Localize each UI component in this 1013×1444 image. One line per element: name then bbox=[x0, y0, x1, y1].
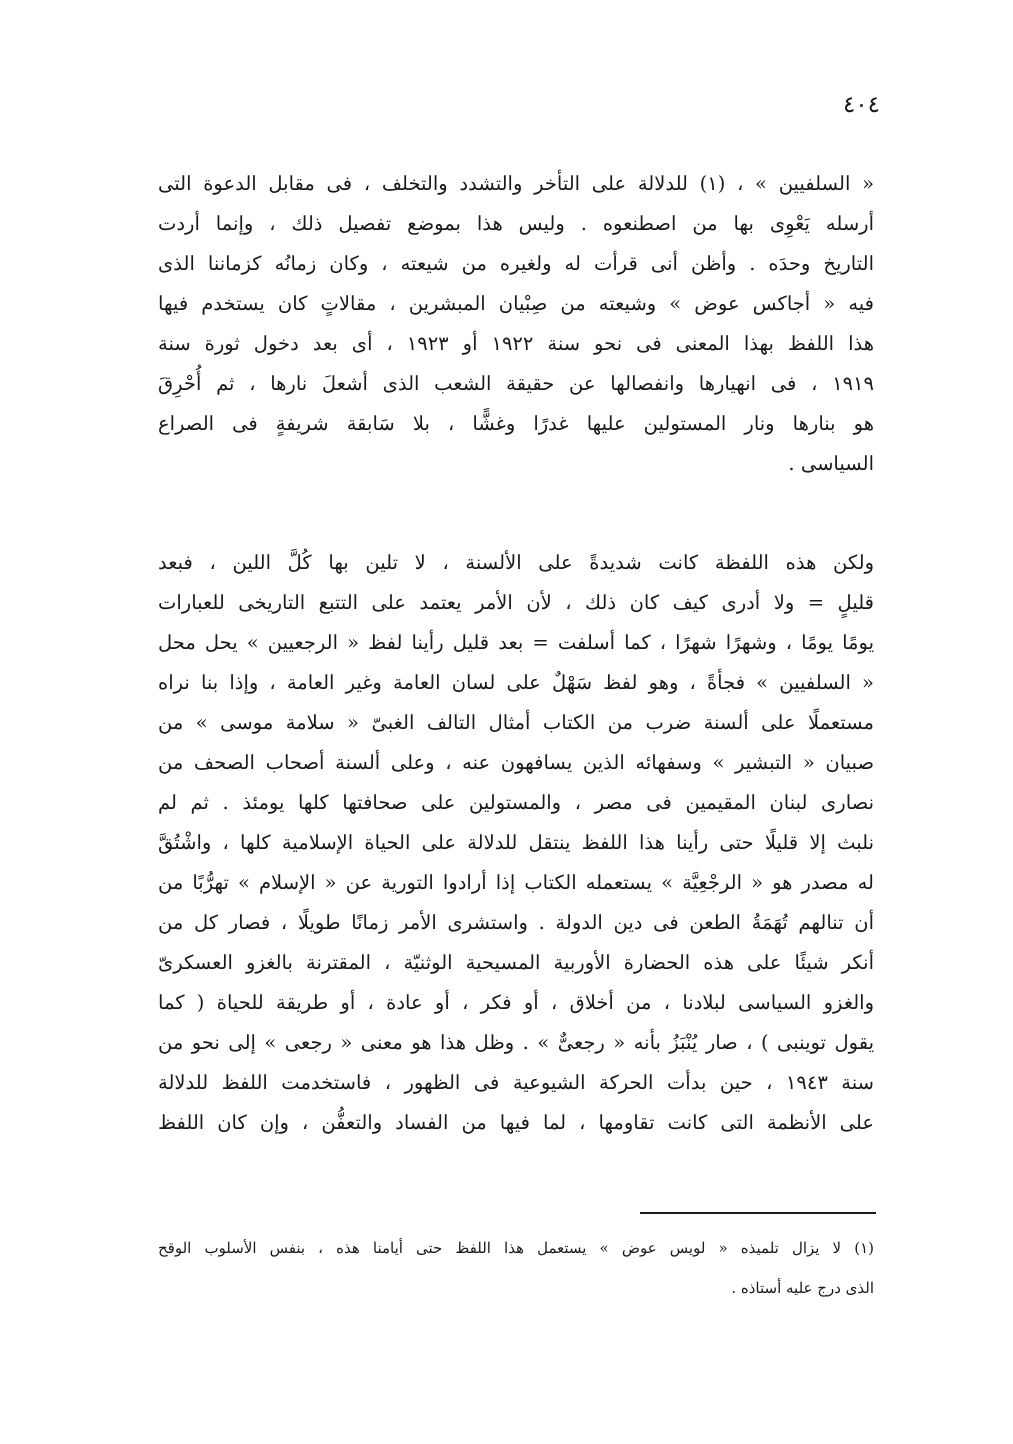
paragraph-1 bbox=[158, 164, 874, 484]
text-line: « السلفيين » ، (١) للدلالة على التأخر والتشدد والتخلف ، فى مقابل الدعوة التى bbox=[158, 172, 874, 195]
text-line: له مصدر هو « الرجْعِيَّة » يستعمله الكتاب إذا أرادوا التورية عن « الإسلام » تهرُّبًا من bbox=[158, 871, 874, 894]
text-line: يقول توينبى ) ، صار يُنْبَزُ بأنه « رجعىٌّ » . وظل هذا هو معنى « رجعى » إلى نحو من bbox=[158, 1031, 874, 1054]
text-line: أن تنالهم تُهَمَةُ الطعن فى دين الدولة . واستشرى الأمر زمانًا طويلًا ، فصار كل من bbox=[158, 911, 874, 934]
page-number: ٤٠٤ bbox=[842, 92, 880, 118]
text-line: ١٩١٩ ، فى انهيارها وانفصالها عن حقيقة الشعب الذى أشعلَ نارها ، ثم أُحْرِقَ bbox=[158, 372, 874, 395]
text-line: التاريخ وحدَه . وأظن أنى قرأت له ولغيره من شيعته ، وكان زمانُه كزماننا الذى bbox=[158, 252, 874, 275]
text-line: هذا اللفظ بهذا المعنى فى نحو سنة ١٩٢٢ أو ١٩٢٣ ، أى بعد دخول ثورة سنة bbox=[158, 332, 874, 355]
text-line: نصارى لبنان المقيمين فى مصر ، والمستولين على صحافتها كلها يومئذ . ثم لم bbox=[158, 791, 874, 814]
text-line: يومًا يومًا ، وشهرًا شهرًا ، كما أسلفت = بعد قليل رأينا لفظ « الرجعيين » يحل محل bbox=[158, 631, 874, 654]
footnote-line: الذى درج عليه أستاذه . bbox=[731, 1279, 874, 1297]
text-line: صبيان « التبشير » وسفهائه الذين يسافهون عنه ، وعلى ألسنة أصحاب الصحف من bbox=[158, 751, 874, 774]
text-line: « السلفيين » فجأةً ، وهو لفظ سَهْلٌ على لسان العامة وغير العامة ، وإذا بنا نراه bbox=[158, 671, 874, 694]
text-line: على الأنظمة التى كانت تقاومها ، لما فيها من الفساد والتعفُّن ، وإن كان اللفظ bbox=[158, 1111, 874, 1134]
text-line: والغزو السياسى لبلادنا ، من أخلاق ، أو فكر ، أو عادة ، أو طريقة للحياة ( كما bbox=[158, 991, 874, 1014]
text-line: فيه « أجاكس عوض » وشيعته من صِبْيان المبشرين ، مقالاتٍ كان يستخدم فيها bbox=[158, 292, 874, 315]
text-line: مستعملًا على ألسنة ضرب من الكتاب أمثال التالف الغبىّ « سلامة موسى » من bbox=[158, 711, 874, 734]
paragraph-2 bbox=[158, 543, 874, 1143]
text-line: أنكر شيئًا على هذه الحضارة الأوربية المسيحية الوثنيّة ، المقترنة بالغزو العسكرىّ bbox=[158, 951, 874, 974]
footnote-separator bbox=[640, 1212, 876, 1214]
text-line: السياسى . bbox=[788, 452, 874, 475]
footnote-line: (١) لا يزال تلميذه « لويس عوض » يستعمل هذا اللفظ حتى أيامنا هذه ، بنفس الأسلوب الوقح bbox=[158, 1239, 874, 1257]
text-line: ولكن هذه اللفظة كانت شديدةً على الألسنة ، لا تلين بها كُلَّ اللين ، فبعد bbox=[158, 551, 874, 574]
text-line: هو بنارها ونار المستولين عليها غدرًا وغشًّا ، بلا سَابقة شريفةٍ فى الصراع bbox=[158, 412, 874, 435]
footnote bbox=[158, 1228, 874, 1308]
text-line: سنة ١٩٤٣ ، حين بدأت الحركة الشيوعية فى الظهور ، فاستخدمت اللفظ للدلالة bbox=[158, 1071, 874, 1094]
text-line: قليلٍ = ولا أدرى كيف كان ذلك ، لأن الأمر يعتمد على التتبع التاريخى للعبارات bbox=[158, 591, 874, 614]
text-line: نلبث إلا قليلًا حتى رأينا هذا اللفظ ينتقل للدلالة على الحياة الإسلامية كلها ، واشْتُقَّ bbox=[158, 831, 874, 854]
text-line: أرسله يَعْوِى بها من اصطنعوه . وليس هذا بموضع تفصيل ذلك ، وإنما أردت bbox=[158, 212, 874, 235]
